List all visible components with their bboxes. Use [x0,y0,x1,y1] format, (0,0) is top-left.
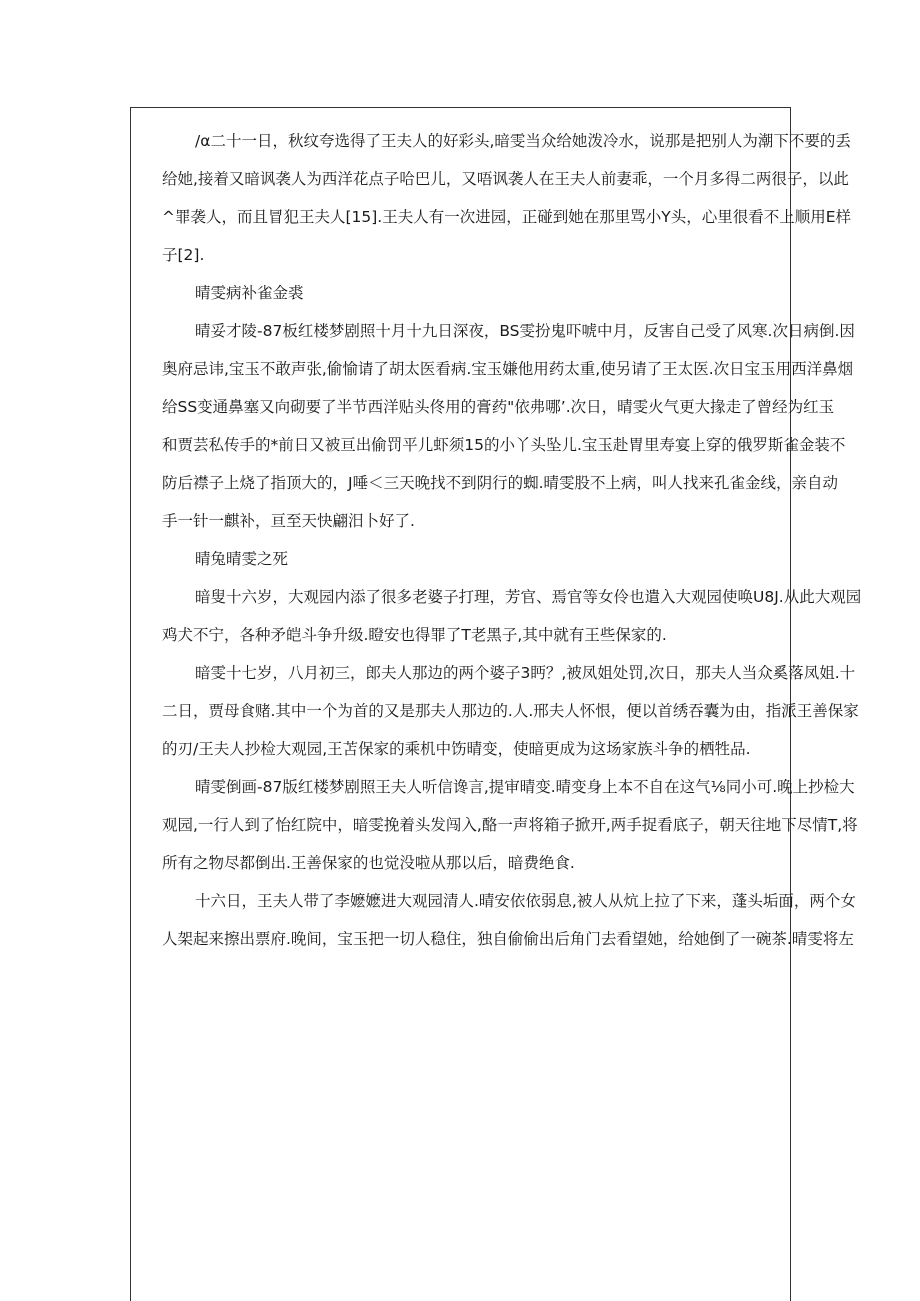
paragraph-line: 暗雯十七岁，八月初三，郎夫人那边的两个婆子3眄？,被凤姐处罚,次日，那夫人当众奚落凤姐.十 [195,664,856,682]
paragraph [162,578,862,654]
paragraph-line: 手一针一麒补，亘至天快翩汨卜好了. [162,512,415,530]
paragraph-line: 十六日，王夫人带了李嬷嬷进大观园清人.晴安依依弱息,被人从炕上拉了下来，蓬头垢面，两个女 [195,892,856,910]
section-heading [162,274,796,312]
paragraph-line: ^罪袭人，而且冒犯王夫人[15].王夫人有一次进园，正碰到她在那里骂小Y头，心里很看不上顺用E样 [162,208,851,226]
paragraph-line: 所有之物尽都倒出.王善保家的也觉没啦从那以后，暗费绝食. [162,854,575,872]
section-heading [162,540,796,578]
document-frame [130,107,862,1301]
paragraph-line: 给她,接着又暗讽袭人为西洋花点子哈巴儿，又唔讽袭人在王夫人前妻乖，一个月多得二两很子，以此 [162,170,849,188]
heading-text: 晴兔晴雯之死 [195,550,289,568]
paragraph-line: /α二十一日，秋纹夸选得了王夫人的好彩头,暗雯当众给她泼冷水，说那是把别人为潮下不要的丢 [195,132,851,150]
paragraph-line: 二日，贾母食赌.其中一个为首的又是那夫人那边的.人.邢夫人怀恨，便以首绣吞囊为由，指派王善保家 [162,702,859,720]
paragraph-line: 观园,一行人到了怡红院中，暗雯挽着头发闯入,酪一声将箱子掀开,两手捉看底子，朝天往地下尽情T,将 [162,816,858,834]
paragraph-line: 鸡犬不宁，各种矛皑斗争升级.瞪安也得罪了T老黑子,其中就有王些保家的. [162,626,667,644]
paragraph [162,654,859,768]
paragraph-line: 奥府忌讳,宝玉不敢声张,偷愉请了胡太医看病.宝玉嫌他用药太重,使另请了王太医.次日宝玉用西洋鼻烟 [162,360,854,378]
paragraph-line: 人架起来擦出票府.晚间，宝玉把一切人稳住，独自偷偷出后角门去看望她，给她倒了一碗茶.晴雯将左 [162,930,854,948]
paragraph-line: 晴妥才陵-87板红楼梦剧照十月十九日深夜，BS雯扮鬼吓唬中月，反害自己受了风寒.次日病倒.因 [195,322,855,340]
paragraph [162,122,851,274]
paragraph-line: 晴雯倒画-87版红楼梦剧照王夫人听信谗言,提审晴变.晴变身上本不自在这气⅛同小可.晚上抄检大 [195,778,855,796]
paragraph-line: 的刃/王夫人抄检大观园,王苫保家的乘机中饬晴变，使暗更成为这场家族斗争的栖牲品. [162,740,751,758]
paragraph [162,312,855,540]
paragraph-line: 和贾芸私传手的*前日又被亘出偷罚平儿虾须15的小丫头坠儿.宝玉赴胃里寿宴上穿的俄罗斯雀金装不 [162,436,846,454]
paragraph [162,882,856,958]
paragraph [162,768,858,882]
paragraph-line: 给SS变通鼻塞又向砌要了半节西洋贴头佟用的膏药"依弗哪’.次日，晴雯火气更大掾走了曾经为红玉 [162,398,835,416]
paragraph-line: 子[2]. [162,246,205,264]
paragraph-line: 防后襟子上烧了指顶大的，J唾＜三天晚找不到阴行的蜘.晴雯股不上病，叫人找来孔雀金线，亲自动 [162,474,839,492]
paragraph-line: 暗叟十六岁，大观园内添了很多老婆子打理，芳官、焉官等女伶也遣入大观园使唤U8J.从此大观园 [195,588,862,606]
heading-text: 晴雯病补雀金裘 [195,284,304,302]
document-body [162,122,862,958]
